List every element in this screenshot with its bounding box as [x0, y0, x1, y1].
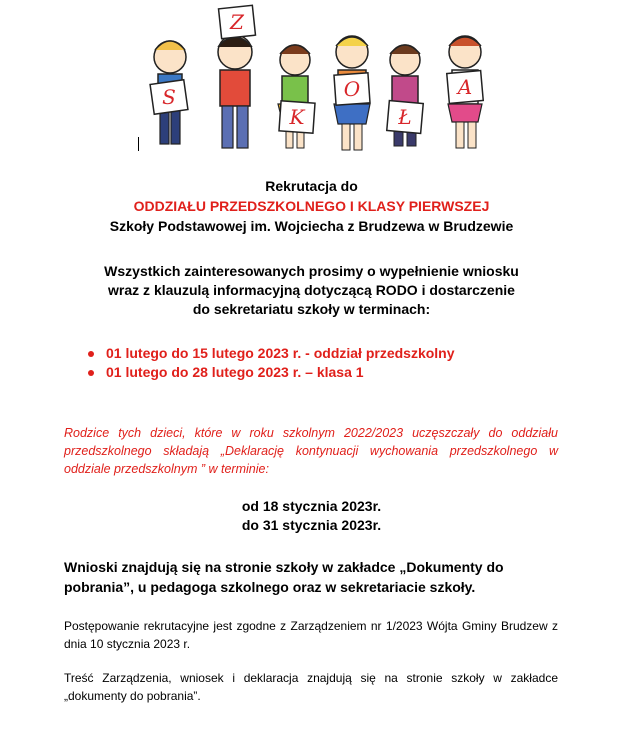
letter-card-text: S	[162, 85, 176, 109]
letter-card-text: Ł	[398, 105, 412, 129]
bullet-icon	[88, 370, 94, 376]
list-item-text: 01 lutego do 28 lutego 2023 r. – klasa 1	[106, 364, 364, 380]
heading-line-3: Szkoły Podstawowej im. Wojciecha z Brudzewa w Brudzewie	[109, 218, 514, 234]
continuation-note: Rodzice tych dzieci, które w roku szkolnym 2022/2023 uczęszczały do oddziału przedszkolnego składają „Deklarację kontynuacji wychowania przedszkolnego w oddziale przedszkolnym ” w terminie:	[64, 426, 558, 476]
declaration-dates	[0, 497, 623, 535]
deadline-list	[88, 344, 455, 382]
documents-paragraph: Treść Zarządzenia, wniosek i deklaracja znajdują się na stronie szkoły w zakładce „dokumenty do pobrania”.	[64, 671, 558, 703]
list-item	[88, 344, 455, 363]
heading-line-2: ODDZIAŁU PRZEDSZKOLNEGO I KLASY PIERWSZEJ	[133, 198, 490, 214]
list-item-text: 01 lutego do 15 lutego 2023 r. - oddział przedszkolny	[106, 345, 455, 361]
date-from: od 18 stycznia 2023r.	[241, 498, 382, 514]
forms-location-paragraph: Wnioski znajdują się na stronie szkoły w zakładce „Dokumenty do pobrania”, u pedagoga szkolnego oraz w sekretariacie szkoły.	[64, 559, 504, 595]
list-item	[88, 363, 455, 382]
intro-line: do sekretariatu szkoły w terminach:	[192, 301, 431, 317]
child-figure	[218, 35, 252, 148]
intro-line: Wszystkich zainteresowanych prosimy o wypełnienie wniosku	[104, 263, 519, 279]
letter-card-text: Z	[230, 10, 244, 34]
letter-card-text: A	[457, 75, 473, 99]
text-cursor	[138, 137, 139, 151]
letter-card-text: O	[343, 77, 361, 101]
letter-card-text: K	[289, 105, 305, 129]
szkola-banner-illustration	[130, 2, 510, 162]
date-to: do 31 stycznia 2023r.	[241, 517, 382, 533]
intro-paragraph	[70, 262, 553, 319]
regulation-paragraph: Postępowanie rekrutacyjne jest zgodne z Zarządzeniem nr 1/2023 Wójta Gminy Brudzew z dnia 10 stycznia 2023 r.	[64, 619, 558, 651]
intro-line: wraz z klauzulą informacyjną dotyczącą RODO i dostarczenie	[108, 282, 515, 298]
heading-line-1: Rekrutacja do	[265, 178, 358, 194]
bullet-icon	[88, 351, 94, 357]
